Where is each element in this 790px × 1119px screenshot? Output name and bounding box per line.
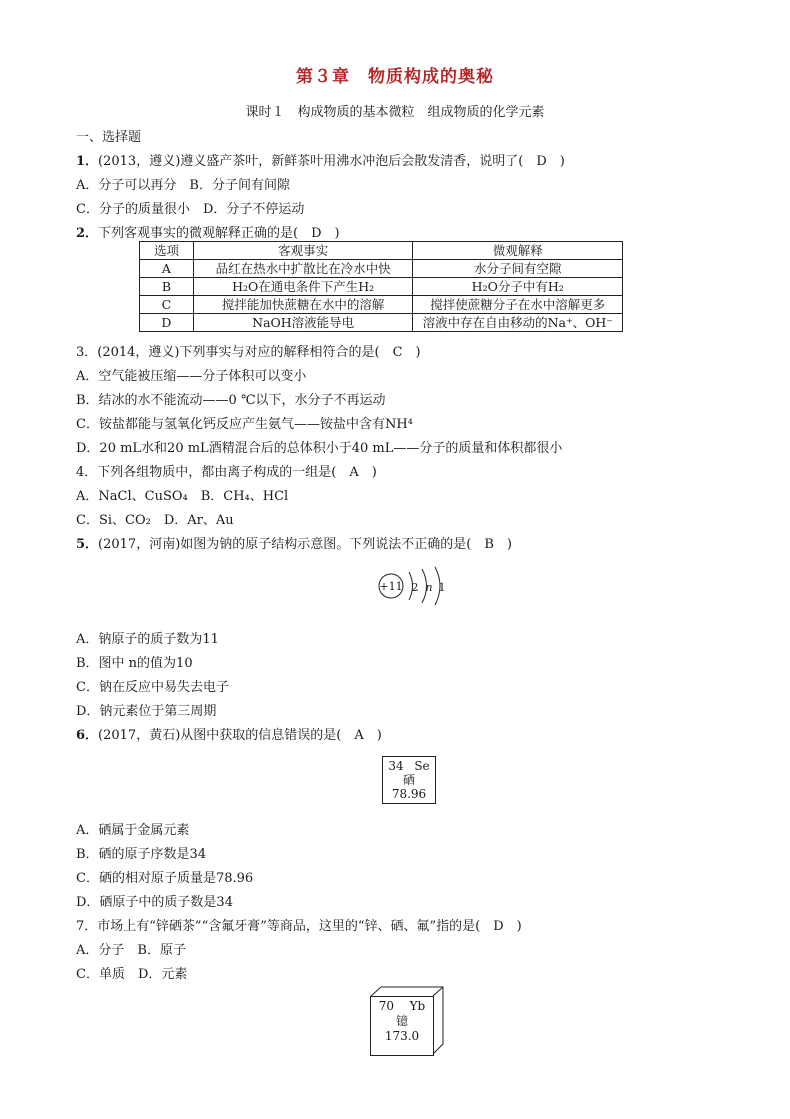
table-cell: NaOH溶液能导电 [193, 314, 413, 332]
element-name: 镱 [395, 1014, 408, 1028]
q7-option-cd: C．单质 D．元素 [76, 967, 188, 982]
table-cell: 搅拌能加快蔗糖在水中的溶解 [193, 296, 413, 314]
nucleus-charge: +11 [379, 580, 403, 593]
table-header: 选项 [140, 242, 194, 260]
table-cell: 溶液中存在自由移动的Na⁺、OH⁻ [413, 314, 623, 332]
table-cell: 水分子间有空隙 [413, 260, 623, 278]
table-header: 客观事实 [193, 242, 413, 260]
q6-option-b: B．硒的原子序数是34 [76, 847, 207, 862]
chapter-title: 第３章 物质构成的奥秘 [296, 67, 494, 87]
table-cell: 品红在热水中扩散比在冷水中快 [193, 260, 413, 278]
question-1 [76, 150, 565, 169]
element-symbol: Yb [409, 999, 426, 1013]
ytterbium-element-cube [370, 986, 446, 1056]
q3-option-c: C．铵盐都能与氢氧化钙反应产生氨气——铵盐中含有NH⁴ [76, 417, 413, 432]
table-row [140, 278, 623, 296]
q5-option-b: B．图中 n的值为10 [76, 656, 193, 671]
shell-2-electrons: n [425, 581, 433, 594]
q1-option-cd: C．分子的质量很小 D．分子不停运动 [76, 202, 305, 217]
q3-option-a: A．空气能被压缩——分子体积可以变小 [76, 369, 307, 384]
table-cell: B [140, 278, 194, 296]
question-3: 3．(2014，遵义)下列事实与对应的解释相符合的是( C ) [76, 345, 421, 360]
table-cell: H₂O分子中有H₂ [413, 278, 623, 296]
element-name: 硒 [402, 773, 415, 787]
atomic-number: 34 [388, 759, 404, 773]
question-number: 5． [76, 537, 99, 552]
q7-option-ab: A．分子 B．原子 [76, 943, 186, 958]
question-2 [76, 222, 340, 241]
question-stem: (2017，河南)如图为钠的原子结构示意图。下列说法不正确的是( B ) [98, 537, 512, 552]
q6-option-d: D．硒原子中的质子数是34 [76, 895, 233, 910]
selenium-element-card [382, 756, 436, 804]
table-cell: A [140, 260, 194, 278]
q3-option-b: B．结冰的水不能流动——0 ℃以下，水分子不再运动 [76, 393, 386, 408]
table-header-row [140, 242, 623, 260]
atomic-mass: 78.96 [391, 787, 427, 801]
question-stem: (2017，黄石)从图中获取的信息错误的是( A ) [98, 728, 382, 743]
q3-option-d: D．20 mL水和20 mL酒精混合后的总体积小于40 mL——分子的质量和体积都很小 [76, 441, 563, 456]
q4-option-ab: A．NaCl、CuSO₄ B．CH₄、HCl [76, 489, 289, 504]
table-row [140, 296, 623, 314]
atomic-mass: 173.0 [384, 1029, 420, 1043]
facts-table [139, 241, 623, 332]
question-6 [76, 724, 382, 743]
question-number: 1． [76, 154, 99, 169]
q5-option-c: C．钠在反应中易失去电子 [76, 680, 229, 695]
q1-option-ab: A．分子可以再分 B．分子间有间隙 [76, 178, 290, 193]
question-number: 6． [76, 728, 99, 743]
shell-1-electrons: 2 [411, 581, 419, 594]
q6-option-a: A．硒属于金属元素 [76, 823, 190, 838]
shell-3-electrons: 1 [438, 581, 446, 594]
q4-option-cd: C．Si、CO₂ D．Ar、Au [76, 513, 234, 528]
q5-option-d: D．钠元素位于第三周期 [76, 704, 217, 719]
q6-option-c: C．硒的相对原子质量是78.96 [76, 871, 254, 886]
sodium-atom-diagram [376, 566, 456, 606]
section-heading: 一、选择题 [76, 130, 142, 145]
table-cell: H₂O在通电条件下产生H₂ [193, 278, 413, 296]
element-symbol: Se [414, 759, 430, 773]
cube-front-face [370, 996, 434, 1056]
atomic-number: 70 [378, 999, 395, 1013]
table-cell: 搅拌使蔗糖分子在水中溶解更多 [413, 296, 623, 314]
table-cell: C [140, 296, 194, 314]
table-cell: D [140, 314, 194, 332]
question-stem: (2013，遵义)遵义盛产茶叶，新鲜茶叶用沸水冲泡后会散发清香，说明了( D ) [98, 154, 565, 169]
table-row [140, 314, 623, 332]
question-5 [76, 533, 512, 552]
question-number: 2． [76, 226, 99, 241]
q5-option-a: A．钠原子的质子数为11 [76, 632, 219, 647]
question-stem: 下列客观事实的微观解释正确的是( D ) [98, 226, 340, 241]
lesson-title: 课时１ 构成物质的基本微粒 组成物质的化学元素 [245, 105, 545, 120]
question-4: 4．下列各组物质中，都由离子构成的一组是( A ) [76, 465, 377, 480]
table-row [140, 260, 623, 278]
question-7: 7．市场上有“锌硒茶”“含氟牙膏”等商品，这里的“锌、硒、氟”指的是( D ) [76, 919, 522, 934]
table-header: 微观解释 [413, 242, 623, 260]
